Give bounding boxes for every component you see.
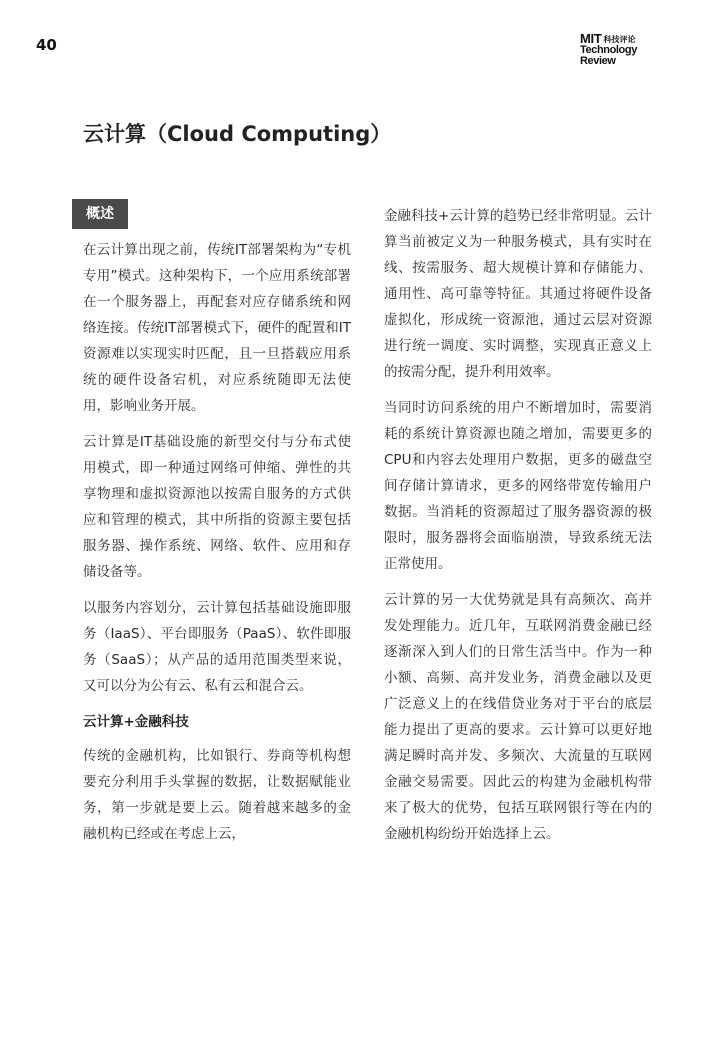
paragraph: 以服务内容划分，云计算包括基础设施即服务（IaaS）、平台即服务（PaaS）、软件即服务（SaaS）；从产品的适用范围类型来说，又可以分为公有云、私有云和混合云。 bbox=[83, 600, 351, 694]
section-badge-overview: 概述 bbox=[72, 199, 128, 229]
logo-mit: MIT bbox=[580, 31, 602, 46]
right-column bbox=[384, 203, 652, 857]
subheading: 云计算+金融科技 bbox=[83, 714, 189, 730]
logo-review: Review bbox=[580, 55, 616, 67]
paragraph: 当同时访问系统的用户不断增加时，需要消耗的系统计算资源也随之增加，需要更多的CPU和内容去处理用户数据，更多的磁盘空间存储计算请求，更多的网络带宽传输用户数据。当消耗的资源超过了服务器资源的极限时，服务器将会面临崩溃，导致系统无法正常使用。 bbox=[384, 400, 652, 572]
logo-technology: Technology bbox=[580, 44, 637, 56]
paragraph: 云计算是IT基础设施的新型交付与分布式使用模式，即一种通过网络可伸缩、弹性的共享物理和虚拟资源池以按需自服务的方式供应和管理的模式，其中所指的资源主要包括服务器、操作系统、网络、软件、应用和存储设备等。 bbox=[83, 434, 351, 580]
paragraph: 在云计算出现之前，传统IT部署架构为“专机专用”模式。这种架构下，一个应用系统部署在一个服务器上，再配套对应存储系统和网络连接。传统IT部署模式下，硬件的配置和IT资源难以实现实时匹配，且一旦搭载应用系统的硬件设备宕机，对应系统随即无法使用，影响业务开展。 bbox=[83, 242, 351, 414]
mit-technology-review-logo bbox=[580, 32, 648, 67]
page-number: 40 bbox=[36, 36, 57, 54]
paragraph: 金融科技+云计算的趋势已经非常明显。云计算当前被定义为一种服务模式，具有实时在线、按需服务、超大规模计算和存储能力、通用性、高可靠等特征。其通过将硬件设备虚拟化，形成统一资源池，通过云层对资源进行统一调度、实时调整，实现真正意义上的按需分配，提升利用效率。 bbox=[384, 208, 652, 380]
paragraph: 云计算的另一大优势就是具有高频次、高并发处理能力。近几年，互联网消费金融已经逐渐深入到人们的日常生活当中。作为一种小额、高频、高并发业务，消费金融以及更广泛意义上的在线借贷业务对于平台的底层能力提出了更高的要求。云计算可以更好地满足瞬时高并发、多频次、大流量的互联网金融交易需要。因此云的构建为金融机构带来了极大的优势，包括互联网银行等在内的金融机构纷纷开始选择上云。 bbox=[384, 592, 652, 842]
left-column bbox=[83, 199, 351, 857]
paragraph: 传统的金融机构，比如银行、券商等机构想要充分利用手头掌握的数据，让数据赋能业务，第一步就是要上云。随着越来越多的金融机构已经或在考虑上云， bbox=[83, 748, 351, 842]
page-title: 云计算（Cloud Computing） bbox=[83, 122, 392, 146]
logo-chinese: 科技评论 bbox=[603, 35, 636, 44]
